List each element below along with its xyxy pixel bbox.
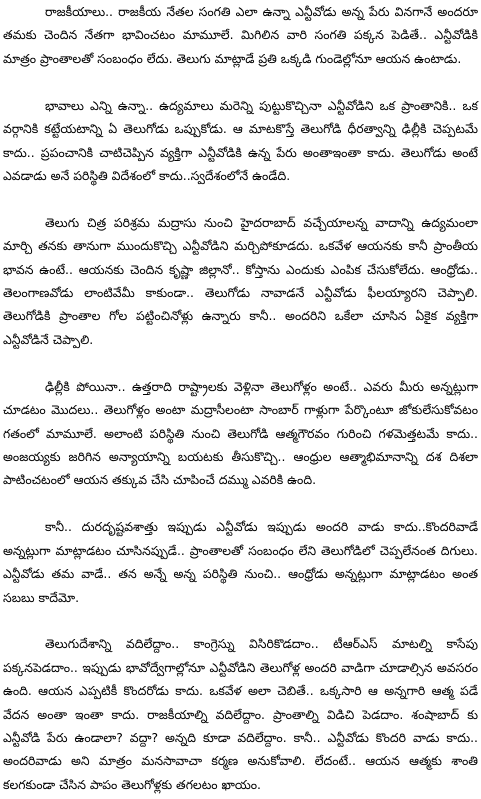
article-paragraph-2: భావాలు ఎన్ని ఉన్నా.. ఉద్యమాలు మరెన్ని పుట్టుకొచ్చినా ఎన్టీవోడిని ఒక ప్రాంతానికి.. ఒక వర్గానికి కట్టేయటాన్ని ఏ తెలుగోడు ఒప్పుకోడు. ఆ మాటకొస్తే తెలుగోడి ధీరత్వాన్ని ఢిల్లీకి చెప్పటమే కాదు.. ప్రపంచానికి చాటిచెప్పిన వ్యక్తిగా ఎన్టీవోడికి ఉన్న పేరు అంతాఇంతా కాదు. తెలుగోడు అంటే ఎవడాడు అనే పరిస్థితి విదేశంలో కాదు..స్వదేశంలోనే ఉండేది.	[3, 97, 478, 183]
article-paragraph-6: తెలుగుదేశాన్ని వదిలేద్దాం.. కాంగ్రెస్ను విసిరికొడదాం.. టీఆర్ఎస్ మాటల్ని కాసేపు పక్కనపెడదాం.. ఇప్పుడు భావోద్వేగాల్లోనూ ఎన్టీవోడిని తెలుగోళ్ల అందరి వాడిగా చూడాల్సిన అవసరం ఉంది. ఆయన ఎప్పటికీ కొందరోడు కాదు. ఒకవేళ అలా చెబితే.. ఒక్కసారి ఆ అన్నగారి ఆత్మ పడే వేదన అంతా ఇంతా కాదు. రాజకీయాల్ని వదిలేద్దాం. ప్రాంతాల్ని విడిచి పెడదాం. శంషాబాద్ కు ఎన్టీవోడి పేరు ఉండాలా? వద్దా? అన్నది కూడా వదిలేద్దాం. కానీ.. ఎన్టీవోడు కొందరి వాడు కాదు.. అందరివాడు అని మాత్రం మనసావాచా కర్మణ అనుకోవాలి. లేదంటే.. ఆయన ఆత్మకు శాంతి కలగకుండా చేసిన పాపం తెలుగోళ్లకు తగలటం ఖాయం.	[3, 636, 478, 792]
article-paragraph-1: రాజకీయాలు.. రాజకీయ నేతల సంగతి ఎలా ఉన్నా ఎన్టీవోడు అన్న పేరు వినగానే అందరూ తమకు చెందిన నేతగా భావించటం మామూలే. మిగిలిన వారి సంగతి పక్కన పెడితే.. ఎన్టీవోడికి మాత్రం ప్రాంతాలతో సంబంధం లేదు. తెలుగు మాట్లాడే ప్రతి ఒక్కడి గుండెల్లోనూ ఆయన ఉంటాడు.	[3, 4, 478, 66]
article-paragraph-3: తెలుగు చిత్ర పరిశ్రమ మద్రాసు నుంచి హైదరాబాద్ వచ్చేయాలన్న వాదాన్ని ఉద్యమంలా మార్చి తనకు తానుగా ముందుకొచ్చి ఎన్టీవోడిని మర్చిపోకూడదు. ఒకవేళ ఆయనకు కానీ ప్రాంతీయ భావన ఉంటే.. ఆయనకు చెందిన కృష్ణా జిల్లానో.. కోస్తాను ఎందుకు ఎంపిక చేసుకోలేదు. ఆంధ్రోడు.. తెలంగాణవోడు లాంటివేమీ కాకుండా.. తెలుగోడు నావాడనే ఎన్టీవోడు ఫీలయ్యారని చెప్పాలి. తెలుగోడికి ప్రాంతాల గోల పట్టించినోళ్లు ఉన్నారు కానీ.. అందరిని ఒకేలా చూసిన ఏకైక వ్యక్తిగా ఎన్టీవోడినే చెప్పాలి.	[3, 214, 478, 347]
article-paragraph-5: కానీ.. దురదృష్టవశాత్తు ఇప్పుడు ఎన్టీవోడు ఇప్పుడు అందరి వాడు కాదు..కొందరివాడే అన్నట్లుగా మాట్లాడటం చూసినప్పుడే.. ప్రాంతాలతో సంబంధం లేని తెలుగోడిలో చెప్పలేనంత దిగులు. ఎన్టీవోడు తమ వాడే.. తన అన్నే అన్న పరిస్థితి నుంచి.. ఆంధ్రోడు అన్నట్లుగా మాట్లాడటం అంత సబబు కాదేమో.	[3, 519, 478, 605]
article-paragraph-4: ఢిల్లీకి పోయినా.. ఉత్తరాది రాష్ట్రాలకు వెళ్లినా తెలుగోళ్లం అంటే.. ఎవరు మీరు అన్నట్లుగా చూడటం మొదలు.. తెలుగోళ్లం అంటా మద్రాసీలంటా సాంబార్ గాళ్లుగా పేర్కొంటూ జోకులేసుకోవటం గతంలో మామూలే. అలాంటి పరిస్థితి నుంచి తెలుగోడి ఆత్మగౌరవం గురించి గళమెత్తటమే కాదు.. అంజయ్యకు జరిగిన అన్యాయాన్ని బయటకు తీసుకొచ్చి.. ఆంధ్రుల ఆత్మాభిమానాన్ని దశ దిశలా పాటించటంలో ఆయన తక్కువ చేసి చూపించే దమ్ము ఎవరికి ఉంది.	[3, 378, 478, 488]
